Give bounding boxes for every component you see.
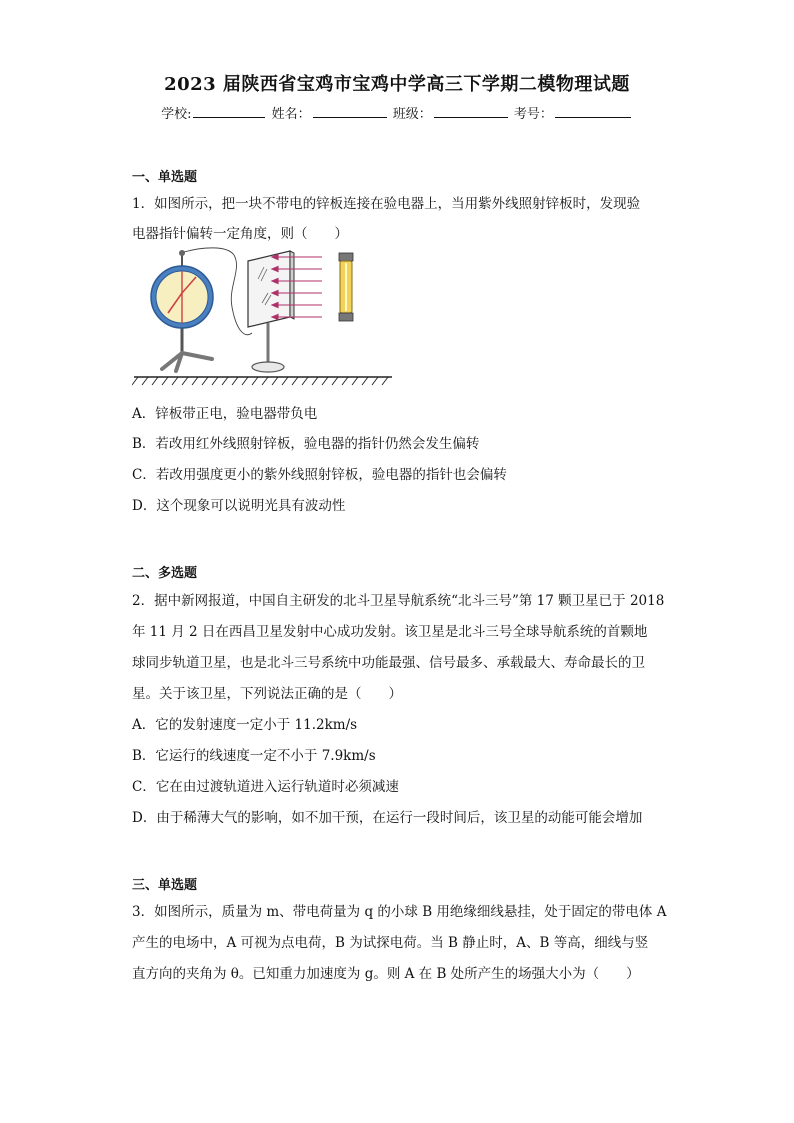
question-2-option-d[interactable]: D．由于稀薄大气的影响，如不加干预，在运行一段时间后，该卫星的动能可能会增加 <box>132 810 643 826</box>
exam-number-label: 考号： <box>513 107 553 122</box>
question-2-option-c[interactable]: C．它在由过渡轨道进入运行轨道时必须减速 <box>132 779 399 795</box>
student-info-line <box>0 103 794 122</box>
name-blank[interactable] <box>313 104 387 118</box>
class-blank[interactable] <box>434 104 508 118</box>
question-1-line-1: 1．如图所示，把一块不带电的锌板连接在验电器上，当用紫外线照射锌板时，发现验 <box>132 196 641 212</box>
question-2-line-4: 星。关于该卫星，下列说法正确的是（ ） <box>132 686 402 702</box>
name-label: 姓名： <box>271 107 311 122</box>
question-2-option-a[interactable]: A．它的发射速度一定小于 11.2km/s <box>132 717 358 733</box>
question-1-option-c[interactable]: C．若改用强度更小的紫外线照射锌板，验电器的指针也会偏转 <box>132 467 507 483</box>
school-blank[interactable] <box>193 104 265 118</box>
question-2-line-1: 2．据中新网报道，中国自主研发的北斗卫星导航系统“北斗三号”第 17 颗卫星已于 2018 <box>132 593 665 609</box>
section-heading-multi-choice: 二、多选题 <box>132 566 198 581</box>
class-label: 班级： <box>392 107 432 122</box>
section-heading-single-choice: 一、单选题 <box>132 170 198 185</box>
question-1-option-b[interactable]: B．若改用红外线照射锌板，验电器的指针仍然会发生偏转 <box>132 436 480 452</box>
exam-number-blank[interactable] <box>555 104 631 118</box>
question-3-line-2: 产生的电场中，A 可视为点电荷，B 为试探电荷。当 B 静止时，A、B 等高，细线与竖 <box>132 935 649 951</box>
question-3-line-3: 直方向的夹角为 θ。已知重力加速度为 g。则 A 在 B 处所产生的场强大小为（ ） <box>132 966 640 982</box>
school-label: 学校: <box>161 107 192 122</box>
question-1-option-d[interactable]: D．这个现象可以说明光具有波动性 <box>132 498 346 514</box>
question-3-line-1: 3．如图所示，质量为 m、带电荷量为 q 的小球 B 用绝缘细线悬挂，处于固定的带电体 A <box>132 904 667 920</box>
electroscope-zinc-plate-figure <box>132 247 394 387</box>
question-2-line-3: 球同步轨道卫星，也是北斗三号系统中功能最强、信号最多、承载最大、寿命最长的卫 <box>132 655 645 671</box>
question-2-option-b[interactable]: B．它运行的线速度一定不小于 7.9km/s <box>132 748 376 764</box>
question-2-line-2: 年 11 月 2 日在西昌卫星发射中心成功发射。该卫星是北斗三号全球导航系统的首颗地 <box>132 624 648 640</box>
section-heading-single-choice-2: 三、单选题 <box>132 878 198 893</box>
question-1-option-a[interactable]: A．锌板带正电，验电器带负电 <box>132 406 318 422</box>
page-title: 2023 届陕西省宝鸡市宝鸡中学高三下学期二模物理试题 <box>164 74 630 95</box>
question-1-line-2: 电器指针偏转一定角度，则（ ） <box>132 226 348 242</box>
